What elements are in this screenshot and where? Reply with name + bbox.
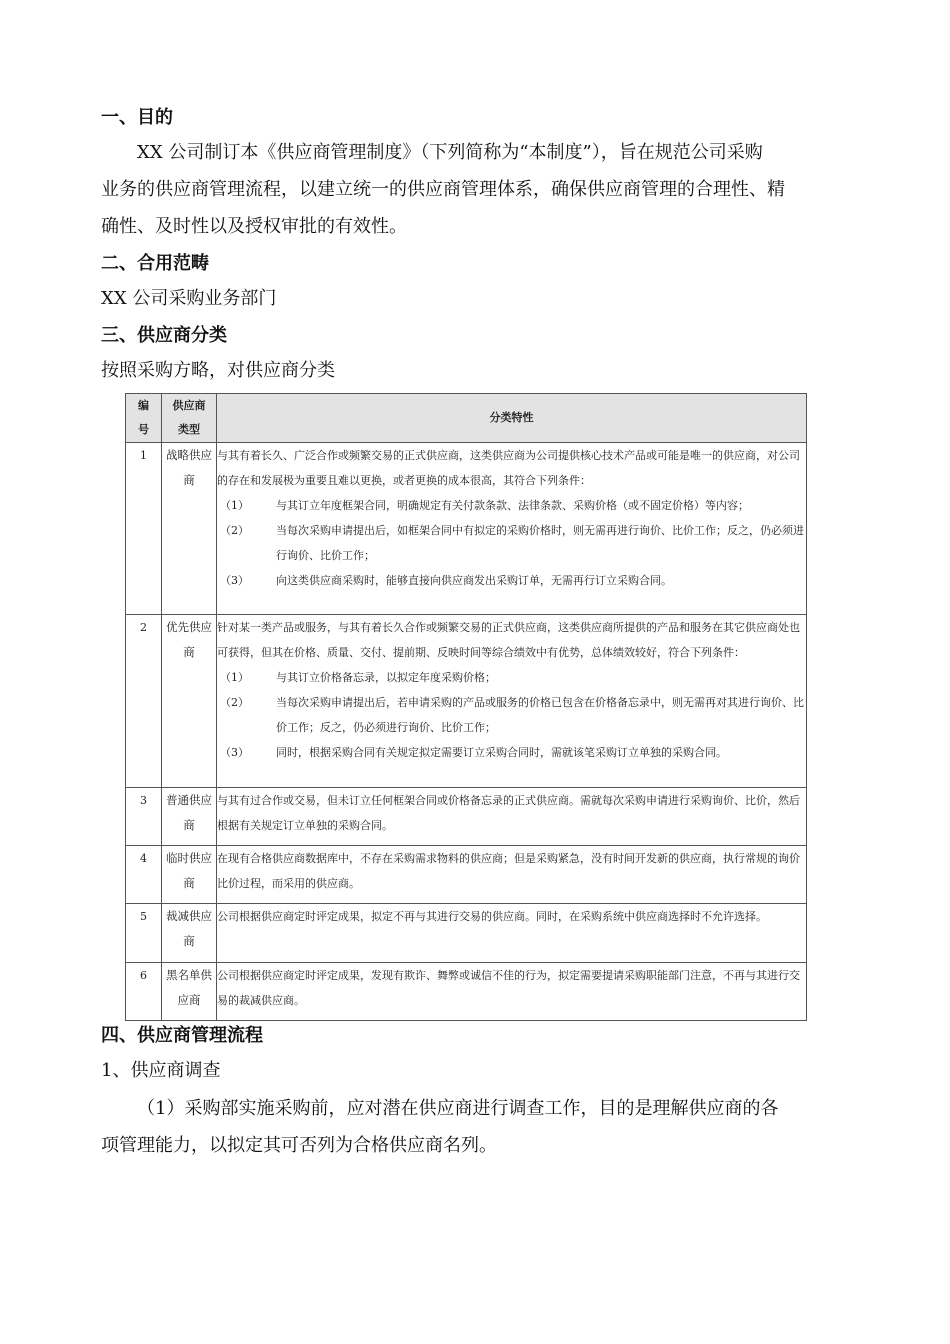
section-1-para-line-2: 业务的供应商管理流程，以建立统一的供应商管理体系，确保供应商管理的合理性、精 xyxy=(101,179,785,200)
section-4-para-line-2: 项管理能力，以拟定其可否列为合格供应商名列。 xyxy=(101,1135,497,1156)
header-num: 编号 xyxy=(126,394,162,443)
supplier-classification-table xyxy=(125,393,807,1021)
supplier-type: 战略供应商 xyxy=(162,443,217,615)
condition-marker: （3） xyxy=(220,746,249,760)
table-header-row xyxy=(126,394,807,443)
row-number: 3 xyxy=(126,787,162,845)
supplier-type: 临时供应商 xyxy=(162,846,217,904)
condition-item xyxy=(217,690,806,740)
section-1-heading: 一、目的 xyxy=(101,107,173,128)
condition-text: 向这类供应商采购时，能够直接向供应商发出采购订单，无需再行订立采购合同。 xyxy=(276,574,672,587)
condition-marker: （1） xyxy=(220,671,249,685)
row-number: 4 xyxy=(126,846,162,904)
condition-marker: （1） xyxy=(220,499,249,512)
feature-description: 公司根据供应商定时评定成果，拟定不再与其进行交易的供应商。同时，在采购系统中供应商选择时不允许选择。 xyxy=(217,910,767,924)
supplier-type: 优先供应商 xyxy=(162,615,217,787)
table-row xyxy=(126,443,807,615)
section-3-intro: 按照采购方略，对供应商分类 xyxy=(101,360,335,381)
classification-features xyxy=(217,962,807,1020)
section-1-para-line-3: 确性、及时性以及授权审批的有效性。 xyxy=(101,216,407,237)
classification-features xyxy=(217,615,807,787)
condition-item xyxy=(217,568,806,593)
condition-item xyxy=(217,665,806,690)
classification-features xyxy=(217,904,807,962)
row-number: 5 xyxy=(126,904,162,962)
section-4-heading: 四、供应商管理流程 xyxy=(101,1025,263,1046)
feature-description: 公司根据供应商定时评定成果，发现有欺诈、舞弊或诚信不佳的行为，拟定需要提请采购职能部门注意，不再与其进行交易的裁减供应商。 xyxy=(217,968,800,1007)
row-number: 2 xyxy=(126,615,162,787)
condition-marker: （3） xyxy=(220,574,249,587)
section-3-heading: 三、供应商分类 xyxy=(101,325,227,346)
header-type: 供应商类型 xyxy=(162,394,217,443)
condition-item xyxy=(217,493,806,518)
section-4-para-line-1: （1）采购部实施采购前，应对潜在供应商进行调查工作，目的是理解供应商的各 xyxy=(137,1098,779,1119)
condition-text: 与其订立价格备忘录，以拟定年度采购价格； xyxy=(276,671,496,685)
classification-features xyxy=(217,846,807,904)
table-row xyxy=(126,787,807,845)
condition-item xyxy=(217,518,806,568)
condition-marker: （2） xyxy=(220,696,249,710)
section-2-text: XX 公司采购业务部门 xyxy=(101,288,277,309)
supplier-type: 裁减供应商 xyxy=(162,904,217,962)
row-number: 1 xyxy=(126,443,162,615)
supplier-type: 普通供应商 xyxy=(162,787,217,845)
feature-description: 与其有着长久、广泛合作或频繁交易的正式供应商，这类供应商为公司提供核心技术产品或可能是唯一的供应商，对公司的存在和发展极为重要且难以更换，或者更换的成本很高，其符合下列条件： xyxy=(217,449,800,487)
condition-text: 同时，根据采购合同有关规定拟定需要订立采购合同时，需就该笔采购订立单独的采购合同。 xyxy=(276,746,727,760)
condition-text: 当每次采购申请提出后，若申请采购的产品或服务的价格已包含在价格备忘录中，则无需再对其进行询价、比价工作；反之，仍必须进行询价、比价工作； xyxy=(276,696,804,735)
condition-text: 与其订立年度框架合同，明确规定有关付款条款、法律条款、采购价格（或不固定价格）等内容； xyxy=(276,499,749,512)
feature-description: 针对某一类产品或服务，与其有着长久合作或频繁交易的正式供应商，这类供应商所提供的产品和服务在其它供应商处也可获得，但其在价格、质量、交付、提前期、反映时间等综合绩效中有优势，总体绩效较好，符合下列条件： xyxy=(217,621,800,660)
supplier-type: 黑名单供应商 xyxy=(162,962,217,1020)
section-2-heading: 二、合用范畴 xyxy=(101,253,209,274)
condition-item xyxy=(217,740,806,765)
classification-features xyxy=(217,787,807,845)
condition-marker: （2） xyxy=(220,524,249,537)
header-feature: 分类特性 xyxy=(217,394,807,443)
section-4-sub1: 1、供应商调查 xyxy=(101,1060,221,1081)
table-row xyxy=(126,962,807,1020)
table-row xyxy=(126,846,807,904)
table-row xyxy=(126,615,807,787)
classification-features xyxy=(217,443,807,615)
condition-text: 当每次采购申请提出后，如框架合同中有拟定的采购价格时，则无需再进行询价、比价工作；反之，仍必须进行询价、比价工作； xyxy=(276,524,804,562)
row-number: 6 xyxy=(126,962,162,1020)
table-row xyxy=(126,904,807,962)
feature-description: 在现有合格供应商数据库中，不存在采购需求物料的供应商；但是采购紧急，没有时间开发新的供应商，执行常规的询价比价过程，而采用的供应商。 xyxy=(217,852,800,891)
section-1-para-line-1: XX 公司制订本《供应商管理制度》（下列简称为“本制度”），旨在规范公司采购 xyxy=(137,142,763,163)
feature-description: 与其有过合作或交易，但未订立任何框架合同或价格备忘录的正式供应商。需就每次采购申请进行采购询价、比价，然后根据有关规定订立单独的采购合同。 xyxy=(217,793,800,832)
